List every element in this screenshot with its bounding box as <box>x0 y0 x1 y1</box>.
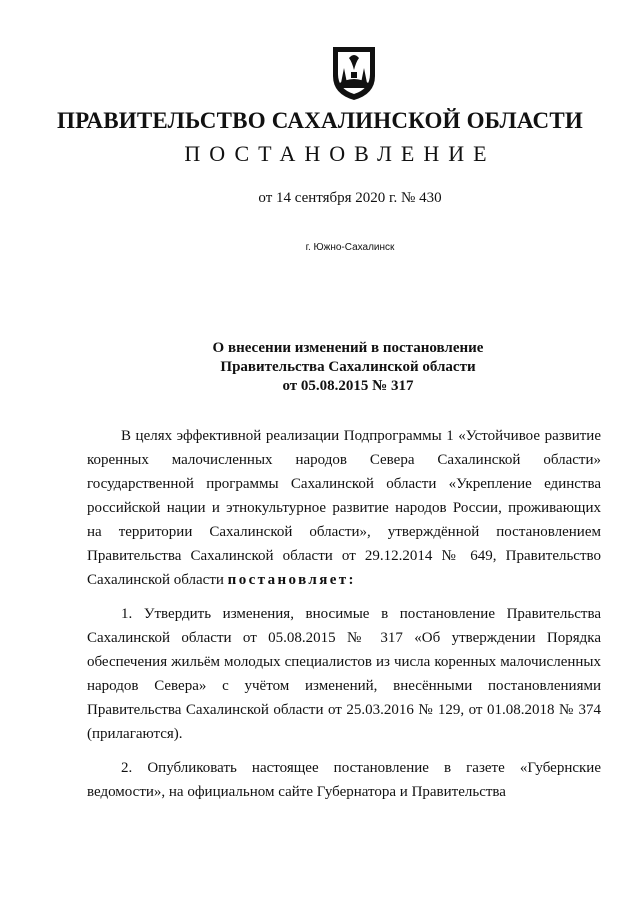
document-type: ПОСТАНОВЛЕНИЕ <box>184 141 496 166</box>
document-heading <box>0 339 640 396</box>
preamble-text: В целях эффективной реализации Подпрограммы 1 «Устойчивое развитие коренных малочисленных народов Севера Сахалинской области» государственной программы Сахалинской области «Укрепление единства российской нации и этнокультурное развитие народов России, проживающих на территории Сахалинской области», утверждённой постановлением Правительства Сахалинской области от 29.12.2014 № 649, Правительство Сахалинской области <box>87 428 601 588</box>
coat-of-arms-emblem <box>330 44 378 102</box>
heading-line-1: О внесении изменений в постановление <box>212 340 484 356</box>
document-date-number: от 14 сентября 2020 г. № 430 <box>258 190 442 206</box>
preamble-paragraph <box>87 424 601 592</box>
issue-city: г. Южно-Сахалинск <box>305 242 395 253</box>
heading-line-3: от 05.08.2015 № 317 <box>282 378 414 394</box>
heading-line-2: Правительства Сахалинской области <box>220 359 476 375</box>
document-body <box>87 424 601 814</box>
item-2-paragraph: 2. Опубликовать настоящее постановление в газете «Губернские ведомости», на официальном сайте Губернатора и Правительства <box>87 760 601 800</box>
government-title: ПРАВИТЕЛЬСТВО САХАЛИНСКОЙ ОБЛАСТИ <box>57 108 583 133</box>
decree-word: постановляет: <box>227 572 356 588</box>
item-1-paragraph: 1. Утвердить изменения, вносимые в постановление Правительства Сахалинской области от 05.08.2015 № 317 «Об утверждении Порядка обеспечения жильём молодых специалистов из числа коренных малочисленных народов Севера» с учётом изменений, внесёнными постановлениями Правительства Сахалинской области от 25.03.2016 № 129, от 01.08.2018 № 374 (прилагаются). <box>87 606 601 742</box>
